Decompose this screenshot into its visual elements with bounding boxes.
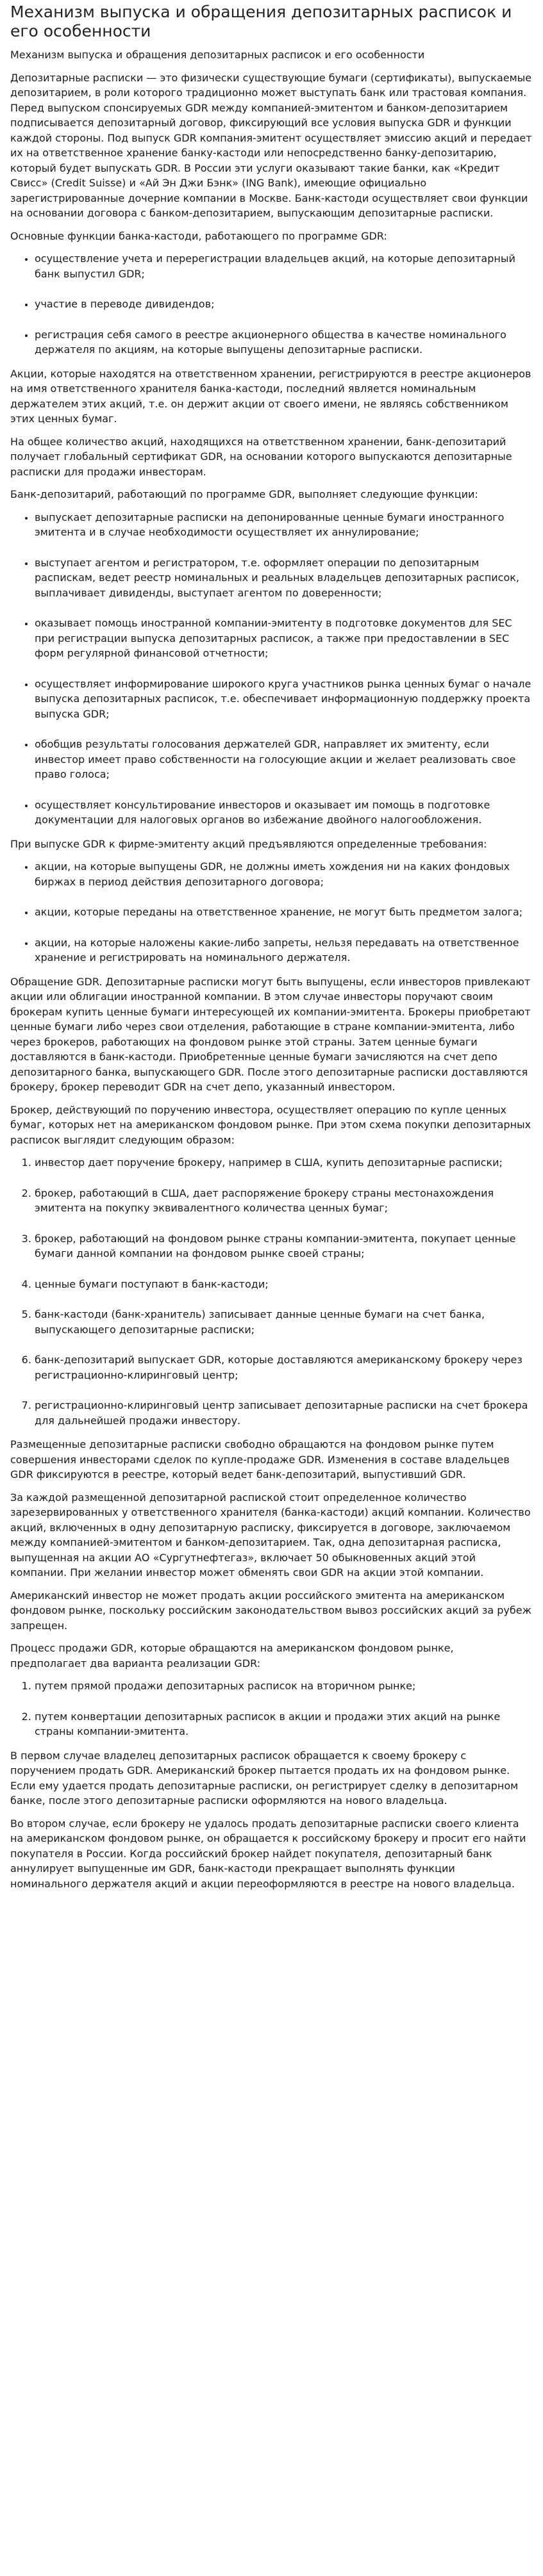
list-item: • осуществляет консультирование инвесторов и оказывает им помощь в подготовке документации для налоговых органов во избежание двойного налогообложения.: [35, 798, 533, 828]
depositary-functions-list: [10, 510, 533, 828]
requirements-intro: При выпуске GDR к фирме-эмитенту акций предъявляются определенные требования:: [10, 837, 487, 850]
purchase-steps-list: [10, 1155, 533, 1428]
list-item: • акции, которые переданы на ответственное хранение, не могут быть предметом залога;: [35, 905, 533, 920]
intro-paragraph: Депозитарные расписки — это физически существующие бумаги (сертификаты), выпускаемые депозитарием, в роли которого традиционно может выступать банк или трастовая компания. Перед выпуском спонсируемых GDR между компанией-эмитентом и банком-депозитарием подписывается депозитарный договор, фиксирующий все условия выпуска GDR и функции каждой стороны. Под выпуск GDR компания-эмитент осуществляет эмиссию акций и передает их на ответственное хранение банку-кастоди или непосредственно банку-депозитарию, который будет выпускать GDR. В России эти услуги оказывают такие банки, как «Кредит Свисс» (Credit Suisse) и «Ай Эн Джи Бэнк» (ING Bank), имеющие официально зарегистрированные дочерние компании в Москве. Банк-кастоди осуществляет свои функции на основании договора с банком-депозитарием, выпускающим депозитарные расписки.: [10, 71, 532, 219]
list-item: 2. брокер, работающий в США, дает распоряжение брокеру страны местонахождения эмитента на покупку эквивалентного количества ценных бумаг;: [35, 1186, 533, 1216]
list-item: • выступает агентом и регистратором, т.е. оформляет операции по депозитарным распискам, ведет реестр номинальных и реальных владельцев депозитарных расписок, выплачивает дивиденды, выступает агентом по доверенности;: [35, 555, 533, 601]
list-item: 5. банк-кастоди (банк-хранитель) записывает данные ценные бумаги на счет банка, выпускающего депозитарные расписки;: [35, 1307, 533, 1337]
list-item: 6. банк-депозитарий выпускает GDR, которые доставляются американскому брокеру через регистрационно-клиринговый центр;: [35, 1352, 533, 1382]
nominee-paragraph: Акции, которые находятся на ответственном хранении, регистрируются в реестре акционеров на имя ответственного хранителя банка-кастоди, последний является номинальным держателем этих акций, т.е. он держит акции от своего имени, не являясь собственником этих ценных бумаг.: [10, 367, 531, 425]
restriction-paragraph: Американский инвестор не может продать акции российского эмитента на американском фондовом рынке, поскольку российским законодательством вывоз российских акций за рубеж запрещен.: [10, 1589, 532, 1632]
list-item: • обобщив результаты голосования держателей GDR, направляет их эмитенту, если инвестор имеет право собственности на голосующие акции и желает реализовать свое право голоса;: [35, 737, 533, 782]
list-item: 7. регистрационно-клиринговый центр записывает депозитарные расписки на счет брокера для дальнейшей продажи инвестору.: [35, 1398, 533, 1428]
list-item: • оказывает помощь иностранной компании-эмитенту в подготовке документов для SEC при регистрации выпуска депозитарных расписок, а также при предоставлении в SEC форм регулярной финансовой отчетности;: [35, 616, 533, 661]
list-item: 2. путем конвертации депозитарных расписок в акции и продажи этих акций на рынке страны компании-эмитента.: [35, 1709, 533, 1739]
list-item: 1. инвестор дает поручение брокеру, например в США, купить депозитарные расписки;: [35, 1155, 533, 1170]
custodian-intro: Основные функции банка-кастоди, работающего по программе GDR:: [10, 229, 387, 242]
circulation-paragraph: Обращение GDR. Депозитарные расписки могут быть выпущены, если инвесторов привлекают акции или облигации иностранной компании. В этом случае инвесторы поручают своим брокерам купить ценные бумаги интересующей их компании-эмитента. Брокеры приобретают ценные бумаги либо через свои отделения, работающие в стране компании-эмитента, либо через брокеров, работающих на фондовом рынке этой страны. Затем ценные бумаги доставляются в банк-кастоди. Приобретенные ценные бумаги зачисляются на счет депо депозитарного банка, выпускающего GDR. После этого депозитарные расписки доставляются брокеру, брокер переводит GDR на счет депо, указанный инвестором.: [10, 975, 531, 1093]
scheme-intro: Брокер, действующий по поручению инвестора, осуществляет операцию по купле ценных бумаг, которых нет на американском фондовом рынке. При этом схема покупки депозитарных расписок выглядит следующим образом:: [10, 1103, 531, 1146]
list-item: • осуществляет информирование широкого круга участников рынка ценных бумаг о начале выпуска депозитарных расписок, т.е. обеспечивает информационную поддержку проекта выпуска GDR;: [35, 677, 533, 722]
list-item: • акции, на которые наложены какие-либо запреты, нельзя передавать на ответственное хранение и регистрировать на номинального держателя.: [35, 935, 533, 965]
case-two-paragraph: Во втором случае, если брокеру не удалось продать депозитарные расписки своего клиента на американском фондовом рынке, он обращается к российскому брокеру и просит его найти покупателя в России. Когда российский брокер найдет покупателя, депозитарный банк аннулирует выпущенные им GDR, банк-кастоди прекращает выполнять функции номинального держателя акций и акции переоформляются в реестре на нового владельца.: [10, 1817, 526, 1890]
list-item: • выпускает депозитарные расписки на депонированные ценные бумаги иностранного эмитента и в случае необходимости осуществляет их аннулирование;: [35, 510, 533, 540]
custodian-functions-list: [10, 251, 533, 357]
depositary-intro: Банк-депозитарий, работающий по программе GDR, выполняет следующие функции:: [10, 488, 478, 500]
list-item: 1. путем прямой продажи депозитарных расписок на вторичном рынке;: [35, 1678, 533, 1694]
sale-options-list: [10, 1678, 533, 1739]
subtitle: Механизм выпуска и обращения депозитарных расписок и его особенности: [10, 49, 425, 61]
sale-intro: Процесс продажи GDR, которые обращаются на американском фондовом рынке, предполагает два варианта реализации GDR:: [10, 1642, 454, 1669]
requirements-list: [10, 859, 533, 965]
list-item: • акции, на которые выпущены GDR, не должны иметь хождения ни на каких фондовых биржах в период действия депозитарного договора;: [35, 859, 533, 889]
list-item: • участие в переводе дивидендов;: [35, 297, 533, 312]
list-item: • осуществление учета и перерегистрации владельцев акций, на которые депозитарный банк выпустил GDR;: [35, 251, 533, 281]
case-one-paragraph: В первом случае владелец депозитарных расписок обращается к своему брокеру с поручением продать GDR. Американский брокер пытается продать их на фондовом рынке. Если ему удается продать депозитарные расписки, он регистрирует сделку в депозитарном банке, после этого депозитарные расписки оформляются на нового владельца.: [10, 1749, 519, 1807]
page-title: Механизм выпуска и обращения депозитарных расписок и его особенности: [10, 3, 512, 40]
global-certificate-paragraph: На общее количество акций, находящихся на ответственном хранении, банк-депозитарий получает глобальный сертификат GDR, на основании которого выпускаются депозитарные расписки для продажи инвесторам.: [10, 435, 512, 478]
list-item: • регистрация себя самого в реестре акционерного общества в качестве номинального держателя по акциям, на которые выпущены депозитарные расписки.: [35, 327, 533, 357]
backing-shares-paragraph: За каждой размещенной депозитарной распиской стоит определенное количество зарезервированных у ответственного хранителя (банка-кастоди) акций компании. Количество акций, включенных в одну депозитарную расписку, фиксируется в договоре, заключаемом между компанией-эмитентом и банком-депозитарием. Так, одна депозитарная расписка, выпущенная на акции АО «Сургутнефтегаз», включает 50 обыкновенных акций этой компании. При желании инвестор может обменять свои GDR на акции этой компании.: [10, 1491, 531, 1579]
list-item: 4. ценные бумаги поступают в банк-кастоди;: [35, 1277, 533, 1292]
article: [0, 3, 543, 1912]
list-item: 3. брокер, работающий на фондовом рынке страны компании-эмитента, покупает ценные бумаги данной компании на фондовом рынке своей страны;: [35, 1231, 533, 1261]
placed-receipts-paragraph: Размещенные депозитарные расписки свободно обращаются на фондовом рынке путем совершения инвесторами сделок по купле-продаже GDR. Изменения в составе владельцев GDR фиксируются в реестре, который ведет банк-депозитарий, выпустивший GDR.: [10, 1438, 510, 1481]
